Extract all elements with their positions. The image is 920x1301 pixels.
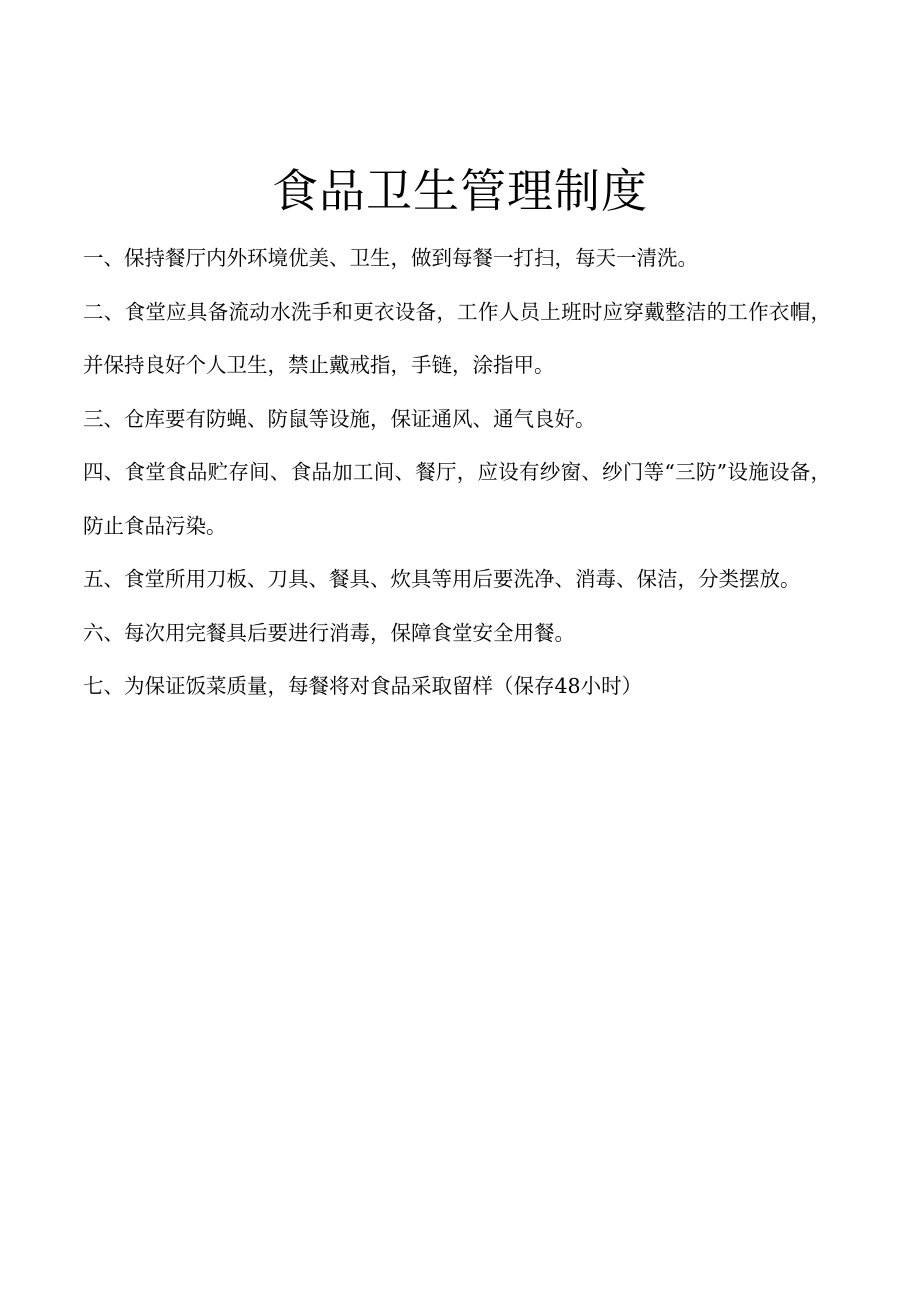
rule-item-4: 四、食堂食品贮存间、食品加工间、餐厅，应设有纱窗、纱门等“三防”设施设备，防止食品污染。 xyxy=(83,460,831,538)
rule-item-3: 三、仓库要有防蝇、防鼠等设施，保证通风、通气良好。 xyxy=(83,406,596,431)
rule-item-6: 六、每次用完餐具后要进行消毒，保障食堂安全用餐。 xyxy=(83,620,575,645)
rule-item-7: 七、为保证饭菜质量，每餐将对食品采取留样（保存48小时） xyxy=(83,674,643,698)
rule-item-1: 一、保持餐厅内外环境优美、卫生，做到每餐一打扫，每天一清洗。 xyxy=(83,246,698,270)
rule-item-2: 二、食堂应具备流动水洗手和更衣设备，工作人员上班时应穿戴整洁的工作衣帽，并保持良好个人卫生，禁止戴戒指，手链，涂指甲。 xyxy=(83,299,831,377)
page-title: 食品卫生管理制度 xyxy=(272,164,648,218)
rules-list xyxy=(83,232,831,714)
rule-item-5: 五、食堂所用刀板、刀具、餐具、炊具等用后要洗净、消毒、保洁，分类摆放。 xyxy=(83,567,801,591)
